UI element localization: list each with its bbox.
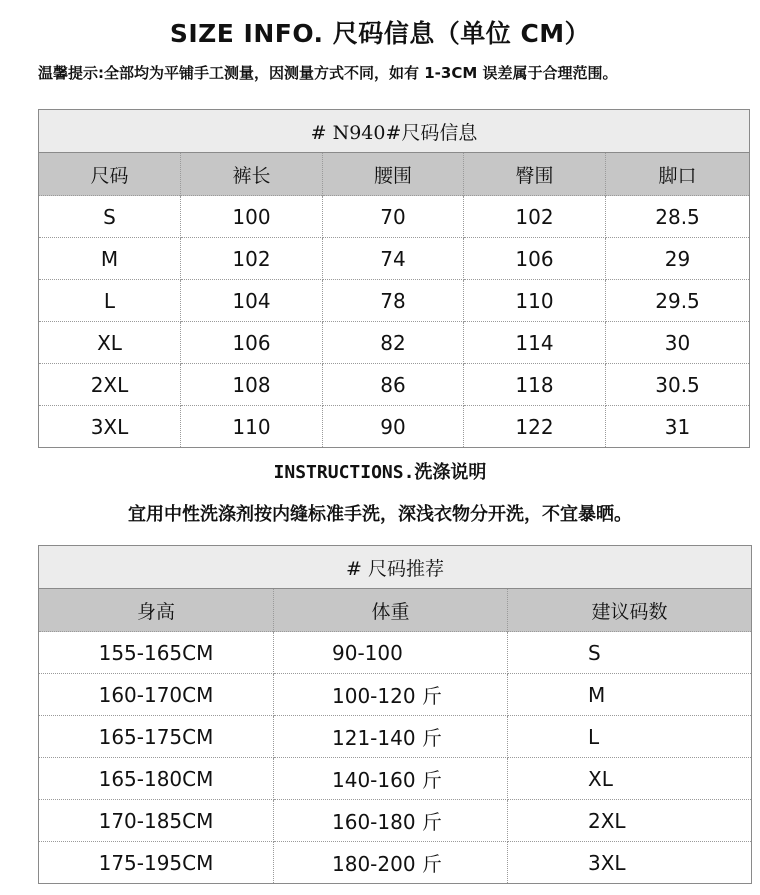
cell-hem: 29.5 [606, 280, 750, 322]
header-suggested-size: 建议码数 [508, 589, 752, 632]
size-info-table [38, 109, 750, 448]
cell-size: 3XL [39, 406, 181, 448]
cell-hip: 122 [464, 406, 606, 448]
header-weight: 体重 [274, 589, 508, 632]
size-table-caption: # N940#尺码信息 [39, 110, 750, 153]
cell-length: 110 [181, 406, 323, 448]
cell-size: XL [39, 322, 181, 364]
header-length: 裤长 [181, 153, 323, 196]
cell-hip: 110 [464, 280, 606, 322]
washing-instructions: 宜用中性洗涤剂按内缝标准手洗，深浅衣物分开洗，不宜暴晒。 [128, 504, 632, 525]
cell-hip: 102 [464, 196, 606, 238]
table-row [39, 406, 750, 448]
cell-waist: 86 [323, 364, 464, 406]
table-row [39, 238, 750, 280]
cell-hem: 31 [606, 406, 750, 448]
table-row [39, 196, 750, 238]
cell-hem: 30 [606, 322, 750, 364]
cell-weight: 121-140 斤 [274, 716, 508, 758]
cell-size: 2XL [39, 364, 181, 406]
table-row [39, 758, 752, 800]
cell-hem: 28.5 [606, 196, 750, 238]
cell-length: 102 [181, 238, 323, 280]
header-waist: 腰围 [323, 153, 464, 196]
size-recommend-table [38, 545, 752, 884]
table-row [39, 674, 752, 716]
cell-waist: 90 [323, 406, 464, 448]
cell-weight: 100-120 斤 [274, 674, 508, 716]
cell-hem: 30.5 [606, 364, 750, 406]
header-size: 尺码 [39, 153, 181, 196]
cell-height: 165-175CM [39, 716, 274, 758]
cell-size: L [39, 280, 181, 322]
cell-suggested-size: S [508, 632, 752, 674]
instructions-heading: INSTRUCTIONS.洗涤说明 [273, 462, 487, 483]
cell-height: 160-170CM [39, 674, 274, 716]
header-hip: 臀围 [464, 153, 606, 196]
cell-length: 108 [181, 364, 323, 406]
cell-suggested-size: L [508, 716, 752, 758]
cell-weight: 160-180 斤 [274, 800, 508, 842]
cell-waist: 78 [323, 280, 464, 322]
cell-waist: 74 [323, 238, 464, 280]
cell-hip: 118 [464, 364, 606, 406]
table-row [39, 280, 750, 322]
cell-height: 175-195CM [39, 842, 274, 884]
cell-hip: 106 [464, 238, 606, 280]
cell-height: 170-185CM [39, 800, 274, 842]
cell-weight: 140-160 斤 [274, 758, 508, 800]
recommend-table-caption: # 尺码推荐 [39, 546, 752, 589]
cell-weight: 180-200 斤 [274, 842, 508, 884]
cell-hip: 114 [464, 322, 606, 364]
cell-length: 106 [181, 322, 323, 364]
table-row [39, 322, 750, 364]
table-row [39, 800, 752, 842]
cell-size: M [39, 238, 181, 280]
measurement-note: 温馨提示:全部均为平铺手工测量，因测量方式不同，如有 1-3CM 误差属于合理范围。 [38, 64, 618, 82]
cell-length: 100 [181, 196, 323, 238]
table-row [39, 632, 752, 674]
page-title: SIZE INFO. 尺码信息（单位 CM） [169, 19, 591, 48]
cell-suggested-size: M [508, 674, 752, 716]
cell-suggested-size: XL [508, 758, 752, 800]
cell-suggested-size: 2XL [508, 800, 752, 842]
header-height: 身高 [39, 589, 274, 632]
cell-size: S [39, 196, 181, 238]
table-row [39, 842, 752, 884]
table-row [39, 716, 752, 758]
cell-length: 104 [181, 280, 323, 322]
cell-waist: 82 [323, 322, 464, 364]
table-row [39, 364, 750, 406]
cell-height: 155-165CM [39, 632, 274, 674]
cell-hem: 29 [606, 238, 750, 280]
cell-height: 165-180CM [39, 758, 274, 800]
header-hem: 脚口 [606, 153, 750, 196]
cell-waist: 70 [323, 196, 464, 238]
cell-weight: 90-100 [274, 632, 508, 674]
cell-suggested-size: 3XL [508, 842, 752, 884]
